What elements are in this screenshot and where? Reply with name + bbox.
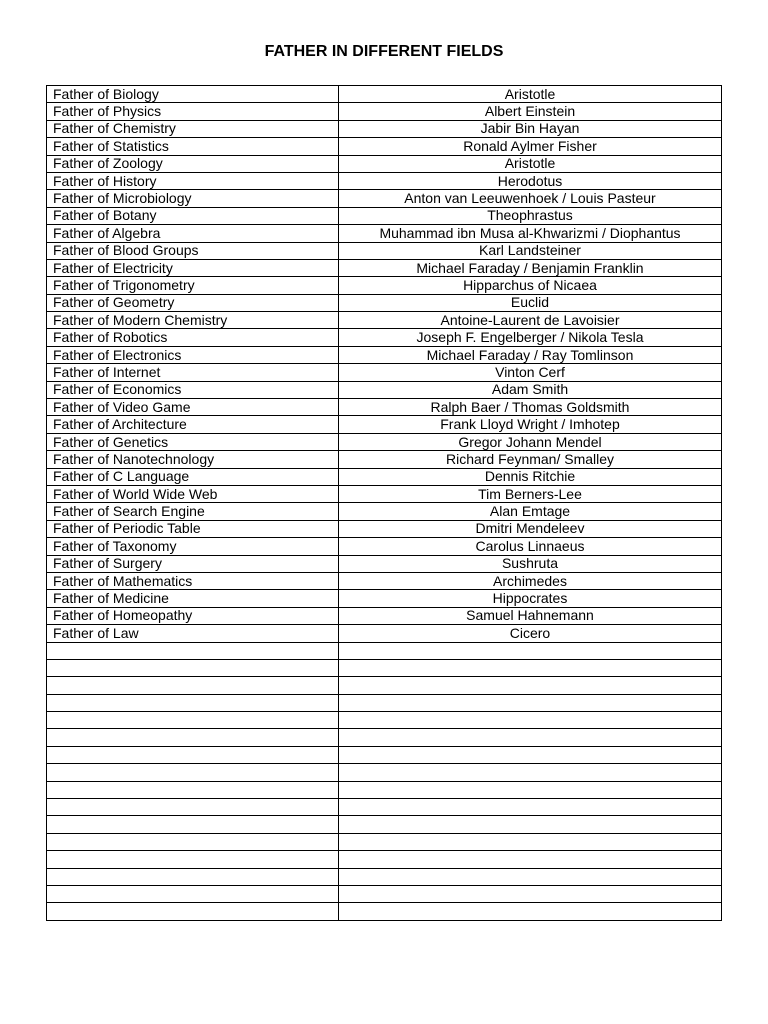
father-name-cell: Michael Faraday / Benjamin Franklin (339, 259, 722, 276)
field-cell: Father of Electronics (47, 346, 339, 363)
table-row (47, 242, 722, 259)
father-name-cell: Albert Einstein (339, 103, 722, 120)
field-cell (47, 729, 339, 746)
table-row (47, 225, 722, 242)
field-cell (47, 694, 339, 711)
field-cell: Father of Trigonometry (47, 277, 339, 294)
table-row (47, 433, 722, 450)
father-name-cell: Gregor Johann Mendel (339, 433, 722, 450)
father-name-cell: Vinton Cerf (339, 364, 722, 381)
field-cell: Father of Robotics (47, 329, 339, 346)
field-cell: Father of Modern Chemistry (47, 312, 339, 329)
father-name-cell (339, 868, 722, 885)
father-name-cell: Jabir Bin Hayan (339, 120, 722, 137)
table-row (47, 520, 722, 537)
field-cell: Father of Genetics (47, 433, 339, 450)
field-cell (47, 868, 339, 885)
field-cell: Father of Video Game (47, 399, 339, 416)
field-cell: Father of Botany (47, 207, 339, 224)
table-row (47, 277, 722, 294)
father-name-cell (339, 781, 722, 798)
father-name-cell: Archimedes (339, 572, 722, 589)
field-cell (47, 712, 339, 729)
field-cell: Father of History (47, 172, 339, 189)
father-name-cell (339, 851, 722, 868)
father-name-cell: Aristotle (339, 155, 722, 172)
field-cell: Father of Economics (47, 381, 339, 398)
father-name-cell (339, 659, 722, 676)
field-cell: Father of Internet (47, 364, 339, 381)
table-row (47, 851, 722, 868)
father-name-cell: Anton van Leeuwenhoek / Louis Pasteur (339, 190, 722, 207)
table-row (47, 364, 722, 381)
field-cell: Father of Nanotechnology (47, 451, 339, 468)
table-row (47, 381, 722, 398)
table-row (47, 642, 722, 659)
table-row (47, 329, 722, 346)
father-name-cell: Aristotle (339, 86, 722, 103)
table-row (47, 172, 722, 189)
table-row (47, 816, 722, 833)
father-name-cell (339, 764, 722, 781)
table-row (47, 694, 722, 711)
table-row (47, 799, 722, 816)
table-row (47, 103, 722, 120)
field-cell: Father of Chemistry (47, 120, 339, 137)
father-name-cell: Carolus Linnaeus (339, 538, 722, 555)
field-cell: Father of Periodic Table (47, 520, 339, 537)
table-row (47, 712, 722, 729)
father-name-cell: Dmitri Mendeleev (339, 520, 722, 537)
field-cell: Father of Zoology (47, 155, 339, 172)
father-name-cell: Ronald Aylmer Fisher (339, 138, 722, 155)
father-name-cell: Dennis Ritchie (339, 468, 722, 485)
father-name-cell: Muhammad ibn Musa al-Khwarizmi / Diophantus (339, 225, 722, 242)
field-cell (47, 764, 339, 781)
father-name-cell: Herodotus (339, 172, 722, 189)
father-name-cell (339, 746, 722, 763)
table-row (47, 399, 722, 416)
father-name-cell: Karl Landsteiner (339, 242, 722, 259)
father-name-cell (339, 903, 722, 920)
father-name-cell: Antoine-Laurent de Lavoisier (339, 312, 722, 329)
table-row (47, 155, 722, 172)
father-name-cell: Ralph Baer / Thomas Goldsmith (339, 399, 722, 416)
father-name-cell (339, 712, 722, 729)
field-cell: Father of World Wide Web (47, 485, 339, 502)
father-name-cell: Cicero (339, 625, 722, 642)
field-cell (47, 677, 339, 694)
father-name-cell (339, 729, 722, 746)
field-cell (47, 746, 339, 763)
field-cell (47, 781, 339, 798)
table-row (47, 903, 722, 920)
father-name-cell (339, 885, 722, 902)
table-row (47, 346, 722, 363)
father-name-cell: Michael Faraday / Ray Tomlinson (339, 346, 722, 363)
field-cell (47, 659, 339, 676)
father-name-cell (339, 816, 722, 833)
father-name-cell: Samuel Hahnemann (339, 607, 722, 624)
field-cell: Father of Biology (47, 86, 339, 103)
table-row (47, 781, 722, 798)
father-name-cell: Theophrastus (339, 207, 722, 224)
table-row (47, 503, 722, 520)
field-cell: Father of Microbiology (47, 190, 339, 207)
fathers-table-body (47, 86, 722, 921)
table-row (47, 451, 722, 468)
table-row (47, 190, 722, 207)
father-name-cell: Richard Feynman/ Smalley (339, 451, 722, 468)
field-cell: Father of Medicine (47, 590, 339, 607)
father-name-cell: Joseph F. Engelberger / Nikola Tesla (339, 329, 722, 346)
father-name-cell: Euclid (339, 294, 722, 311)
table-row (47, 538, 722, 555)
table-row (47, 590, 722, 607)
father-name-cell: Hipparchus of Nicaea (339, 277, 722, 294)
field-cell: Father of Geometry (47, 294, 339, 311)
field-cell: Father of Architecture (47, 416, 339, 433)
field-cell: Father of Homeopathy (47, 607, 339, 624)
field-cell: Father of Statistics (47, 138, 339, 155)
table-row (47, 485, 722, 502)
table-row (47, 120, 722, 137)
fathers-table (46, 85, 722, 921)
father-name-cell (339, 642, 722, 659)
table-row (47, 729, 722, 746)
page-title: FATHER IN DIFFERENT FIELDS (264, 43, 504, 60)
table-row (47, 868, 722, 885)
field-cell: Father of Blood Groups (47, 242, 339, 259)
table-row (47, 625, 722, 642)
table-row (47, 746, 722, 763)
field-cell (47, 851, 339, 868)
table-row (47, 659, 722, 676)
father-name-cell: Alan Emtage (339, 503, 722, 520)
field-cell: Father of Mathematics (47, 572, 339, 589)
field-cell: Father of Physics (47, 103, 339, 120)
field-cell: Father of Taxonomy (47, 538, 339, 555)
field-cell (47, 799, 339, 816)
father-name-cell: Adam Smith (339, 381, 722, 398)
table-row (47, 138, 722, 155)
table-row (47, 86, 722, 103)
field-cell: Father of Surgery (47, 555, 339, 572)
field-cell: Father of Electricity (47, 259, 339, 276)
table-row (47, 416, 722, 433)
field-cell: Father of Algebra (47, 225, 339, 242)
father-name-cell (339, 799, 722, 816)
father-name-cell: Frank Lloyd Wright / Imhotep (339, 416, 722, 433)
table-row (47, 294, 722, 311)
table-row (47, 885, 722, 902)
table-row (47, 555, 722, 572)
field-cell (47, 816, 339, 833)
table-row (47, 572, 722, 589)
table-row (47, 312, 722, 329)
table-row (47, 468, 722, 485)
field-cell: Father of C Language (47, 468, 339, 485)
field-cell (47, 833, 339, 850)
father-name-cell (339, 833, 722, 850)
father-name-cell (339, 677, 722, 694)
field-cell (47, 903, 339, 920)
table-row (47, 607, 722, 624)
field-cell (47, 642, 339, 659)
field-cell: Father of Search Engine (47, 503, 339, 520)
field-cell: Father of Law (47, 625, 339, 642)
table-row (47, 833, 722, 850)
father-name-cell: Sushruta (339, 555, 722, 572)
field-cell (47, 885, 339, 902)
father-name-cell: Hippocrates (339, 590, 722, 607)
father-name-cell (339, 694, 722, 711)
table-row (47, 207, 722, 224)
table-row (47, 259, 722, 276)
father-name-cell: Tim Berners-Lee (339, 485, 722, 502)
table-row (47, 677, 722, 694)
table-row (47, 764, 722, 781)
